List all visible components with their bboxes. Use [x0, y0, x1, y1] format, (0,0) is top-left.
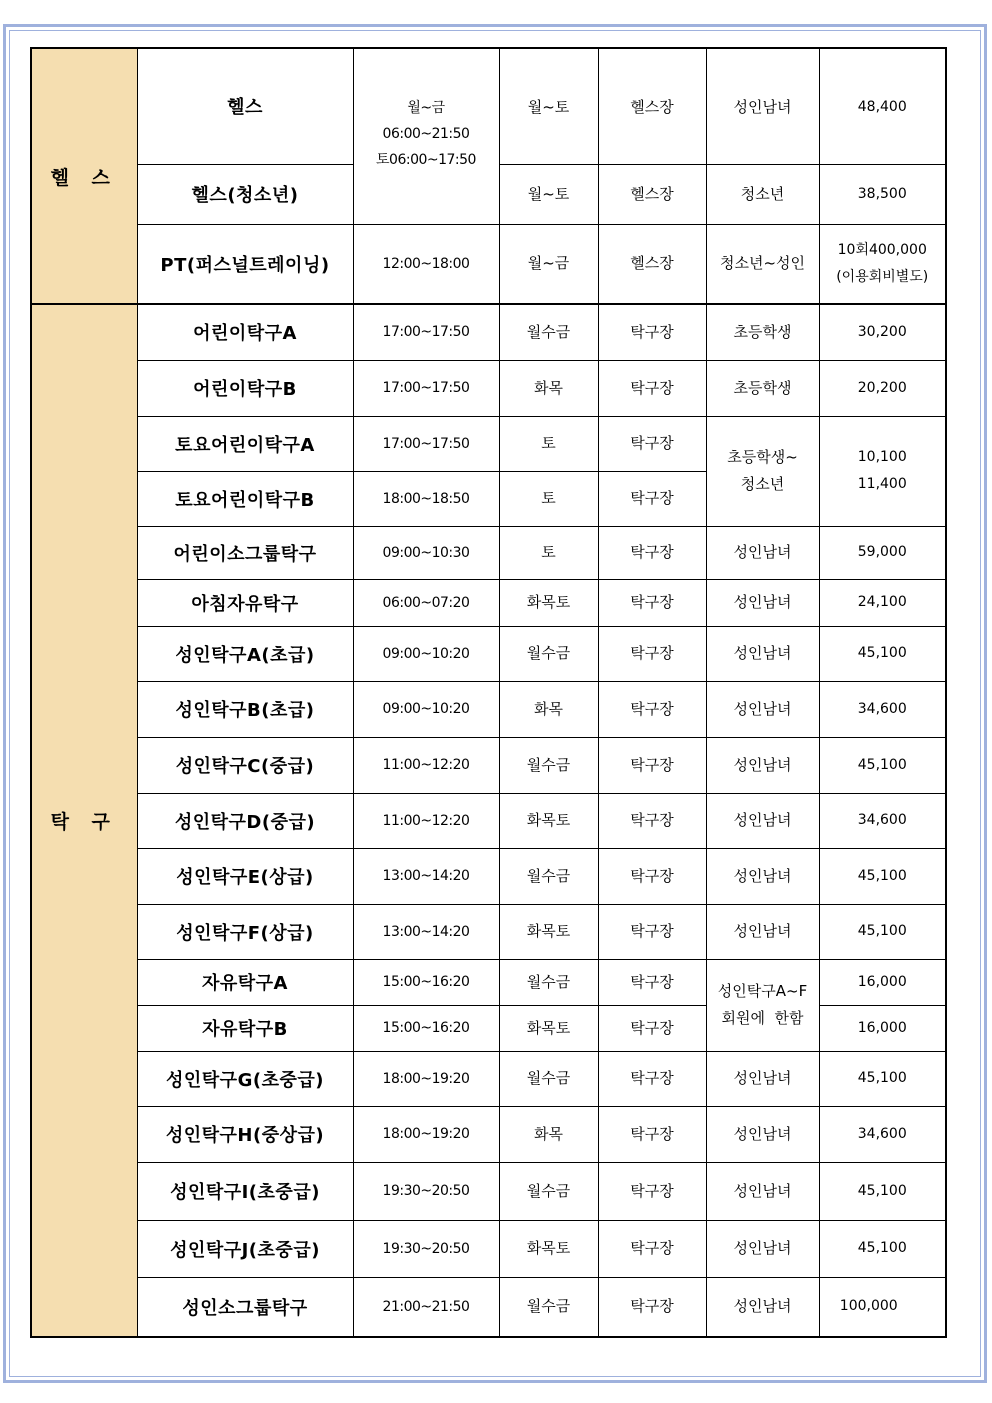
table-row	[31, 1277, 946, 1337]
program-target: 초등학생~ 청소년	[706, 416, 819, 526]
program-name: 성인탁구F(상급)	[137, 904, 353, 959]
program-time: 17:00~17:50	[353, 416, 499, 471]
program-fee: 45,100	[819, 1162, 946, 1220]
table-row	[31, 737, 946, 793]
program-time: 19:30~20:50	[353, 1220, 499, 1277]
program-days: 월수금	[499, 1051, 598, 1106]
program-target: 성인남녀	[706, 1051, 819, 1106]
program-days: 월~토	[499, 48, 598, 164]
program-days: 월수금	[499, 959, 598, 1005]
program-fee: 45,100	[819, 626, 946, 681]
program-name: 어린이탁구B	[137, 360, 353, 416]
program-name: 성인탁구D(중급)	[137, 793, 353, 848]
program-time: 11:00~12:20	[353, 737, 499, 793]
section-label-tabletennis: 탁 구	[31, 304, 137, 1337]
program-time: 17:00~17:50	[353, 304, 499, 360]
program-time: 11:00~12:20	[353, 793, 499, 848]
program-name: 어린이소그룹탁구	[137, 526, 353, 579]
program-days: 화목토	[499, 1005, 598, 1051]
program-fee: 34,600	[819, 793, 946, 848]
table-row	[31, 848, 946, 904]
program-days: 월수금	[499, 1162, 598, 1220]
program-target: 청소년	[706, 164, 819, 224]
program-fee: 16,000	[819, 959, 946, 1005]
program-days: 토	[499, 526, 598, 579]
program-days: 월~토	[499, 164, 598, 224]
program-days: 화목토	[499, 579, 598, 626]
program-name: 토요어린이탁구A	[137, 416, 353, 471]
program-days: 화목토	[499, 904, 598, 959]
program-target: 초등학생	[706, 360, 819, 416]
program-place: 탁구장	[598, 959, 706, 1005]
table-row	[31, 959, 946, 1005]
program-place: 탁구장	[598, 681, 706, 737]
program-time: 19:30~20:50	[353, 1162, 499, 1220]
program-place: 탁구장	[598, 737, 706, 793]
program-name: 어린이탁구A	[137, 304, 353, 360]
program-time: 13:00~14:20	[353, 848, 499, 904]
program-days: 월~금	[499, 224, 598, 304]
program-target: 성인남녀	[706, 848, 819, 904]
table-row	[31, 416, 946, 471]
program-fee: 45,100	[819, 1051, 946, 1106]
program-place: 탁구장	[598, 626, 706, 681]
program-place: 탁구장	[598, 416, 706, 471]
program-place: 탁구장	[598, 793, 706, 848]
program-fee: 59,000	[819, 526, 946, 579]
program-target: 성인남녀	[706, 1106, 819, 1162]
program-place: 탁구장	[598, 579, 706, 626]
program-target: 성인남녀	[706, 526, 819, 579]
program-time: 09:00~10:20	[353, 626, 499, 681]
program-target: 청소년~성인	[706, 224, 819, 304]
program-fee: 10,100 11,400	[819, 416, 946, 526]
program-name: 성인탁구C(중급)	[137, 737, 353, 793]
program-fee: 45,100	[819, 904, 946, 959]
program-target: 성인남녀	[706, 1277, 819, 1337]
program-place: 탁구장	[598, 1277, 706, 1337]
program-place: 탁구장	[598, 526, 706, 579]
program-time: 18:00~18:50	[353, 471, 499, 526]
program-place: 탁구장	[598, 1106, 706, 1162]
program-target: 성인남녀	[706, 1162, 819, 1220]
program-place: 탁구장	[598, 1162, 706, 1220]
program-place: 탁구장	[598, 848, 706, 904]
program-name: 자유탁구A	[137, 959, 353, 1005]
program-name: 성인탁구G(초중급)	[137, 1051, 353, 1106]
program-time: 06:00~07:20	[353, 579, 499, 626]
program-name: 성인탁구E(상급)	[137, 848, 353, 904]
program-fee: 100,000	[819, 1277, 946, 1337]
table-row	[31, 1051, 946, 1106]
program-name: 성인탁구B(초급)	[137, 681, 353, 737]
program-place: 탁구장	[598, 1051, 706, 1106]
table-row	[31, 1162, 946, 1220]
program-days: 화목토	[499, 793, 598, 848]
program-target: 성인남녀	[706, 793, 819, 848]
program-days: 월수금	[499, 848, 598, 904]
program-days: 월수금	[499, 737, 598, 793]
table-row	[31, 224, 946, 304]
program-days: 월수금	[499, 304, 598, 360]
program-days: 월수금	[499, 626, 598, 681]
program-target: 성인남녀	[706, 904, 819, 959]
program-time: 09:00~10:30	[353, 526, 499, 579]
program-days: 화목토	[499, 1220, 598, 1277]
program-days: 월수금	[499, 1277, 598, 1337]
program-name: 성인탁구J(초중급)	[137, 1220, 353, 1277]
program-days: 화목	[499, 681, 598, 737]
program-name: 성인소그룹탁구	[137, 1277, 353, 1337]
program-fee: 34,600	[819, 681, 946, 737]
program-place: 탁구장	[598, 904, 706, 959]
program-days: 토	[499, 416, 598, 471]
program-target: 성인남녀	[706, 681, 819, 737]
program-target: 성인탁구A~F 회원에 한함	[706, 959, 819, 1051]
program-place: 헬스장	[598, 48, 706, 164]
program-place: 탁구장	[598, 471, 706, 526]
program-time: 17:00~17:50	[353, 360, 499, 416]
program-place: 탁구장	[598, 360, 706, 416]
program-fee: 34,600	[819, 1106, 946, 1162]
program-target: 성인남녀	[706, 626, 819, 681]
program-time: 21:00~21:50	[353, 1277, 499, 1337]
program-time: 18:00~19:20	[353, 1051, 499, 1106]
program-target: 초등학생	[706, 304, 819, 360]
program-name: 성인탁구H(중상급)	[137, 1106, 353, 1162]
program-fee: 45,100	[819, 848, 946, 904]
program-fee: 38,500	[819, 164, 946, 224]
program-time: 18:00~19:20	[353, 1106, 499, 1162]
program-days: 화목	[499, 1106, 598, 1162]
program-time: 월~금 06:00~21:50 토06:00~17:50	[353, 48, 499, 224]
program-fee: 45,100	[819, 737, 946, 793]
program-name: 성인탁구A(초급)	[137, 626, 353, 681]
program-place: 탁구장	[598, 1005, 706, 1051]
program-target: 성인남녀	[706, 1220, 819, 1277]
table-row	[31, 681, 946, 737]
program-fee: 10회400,000 (이용회비별도)	[819, 224, 946, 304]
program-name: 헬스	[137, 48, 353, 164]
table-row	[31, 360, 946, 416]
program-target: 성인남녀	[706, 579, 819, 626]
table-row	[31, 793, 946, 848]
program-target: 성인남녀	[706, 48, 819, 164]
program-time: 12:00~18:00	[353, 224, 499, 304]
table-row	[31, 526, 946, 579]
table-row	[31, 904, 946, 959]
section-label-health: 헬 스	[31, 48, 137, 304]
table-row	[31, 48, 946, 164]
program-fee: 24,100	[819, 579, 946, 626]
program-time: 09:00~10:20	[353, 681, 499, 737]
program-place: 헬스장	[598, 224, 706, 304]
program-name: 헬스(청소년)	[137, 164, 353, 224]
program-schedule-table	[30, 47, 947, 1338]
program-time: 15:00~16:20	[353, 1005, 499, 1051]
table-row	[31, 626, 946, 681]
program-target: 성인남녀	[706, 737, 819, 793]
table-row	[31, 304, 946, 360]
program-time: 15:00~16:20	[353, 959, 499, 1005]
program-name: 성인탁구I(초중급)	[137, 1162, 353, 1220]
program-days: 화목	[499, 360, 598, 416]
program-place: 헬스장	[598, 164, 706, 224]
table-row	[31, 579, 946, 626]
program-fee: 48,400	[819, 48, 946, 164]
program-fee: 20,200	[819, 360, 946, 416]
program-days: 토	[499, 471, 598, 526]
program-fee: 16,000	[819, 1005, 946, 1051]
program-time: 13:00~14:20	[353, 904, 499, 959]
program-place: 탁구장	[598, 304, 706, 360]
program-name: 자유탁구B	[137, 1005, 353, 1051]
table-row	[31, 1220, 946, 1277]
program-name: 토요어린이탁구B	[137, 471, 353, 526]
program-name: PT(퍼스널트레이닝)	[137, 224, 353, 304]
program-name: 아침자유탁구	[137, 579, 353, 626]
program-fee: 30,200	[819, 304, 946, 360]
program-fee: 45,100	[819, 1220, 946, 1277]
table-row	[31, 1106, 946, 1162]
program-place: 탁구장	[598, 1220, 706, 1277]
